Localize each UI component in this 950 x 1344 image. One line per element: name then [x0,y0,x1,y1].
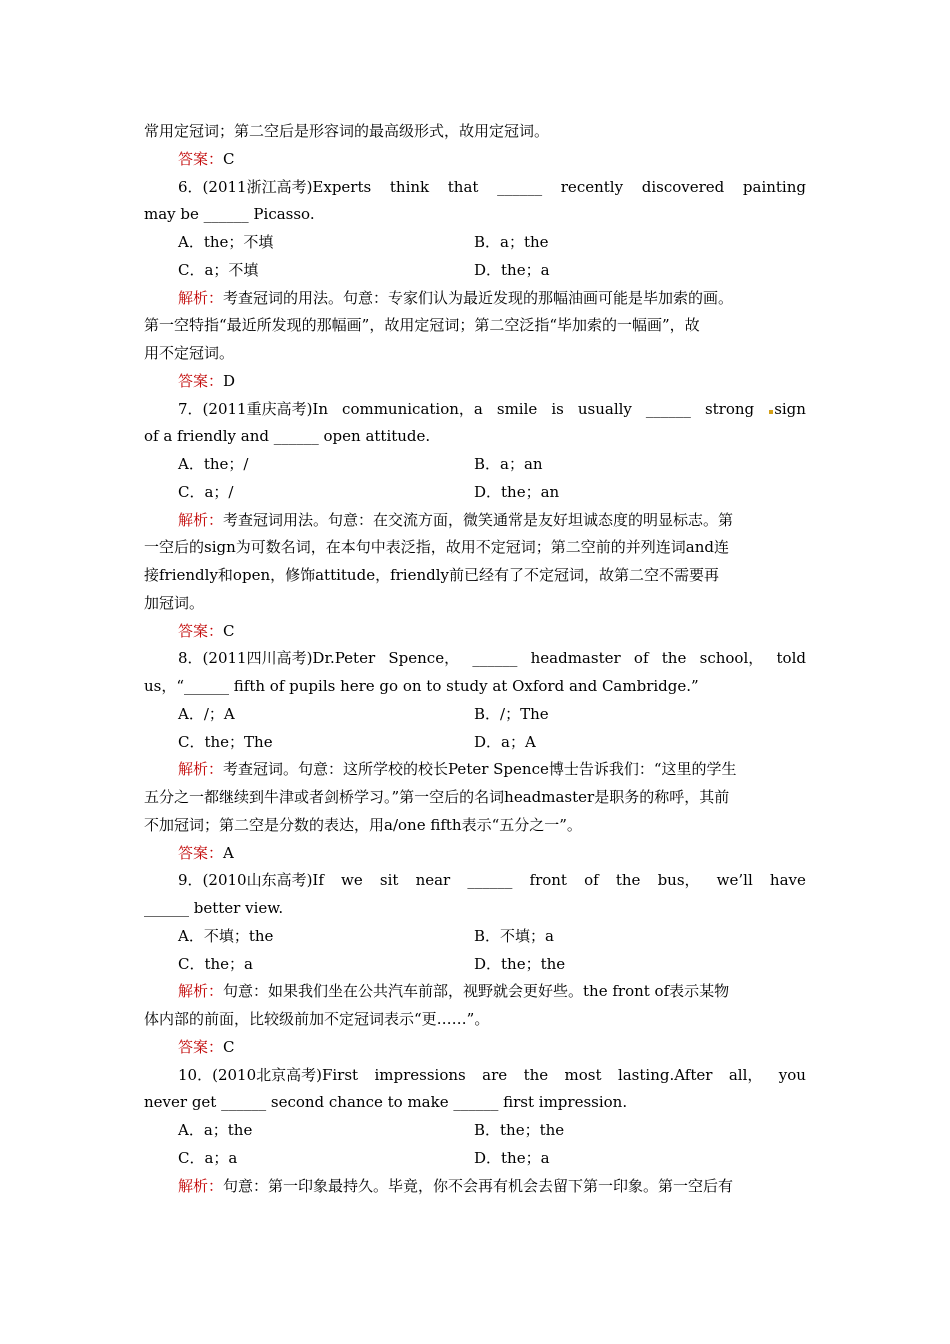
q8-answer [144,840,806,868]
q7-answer [144,618,806,646]
word: usually [577,399,632,418]
option-c: C．a；/ [178,482,234,501]
q10-options-row1 [144,1117,806,1145]
analysis-text: 考查冠词。句意：这所学校的校长Peter Spence博士告诉我们：“这里的学生 [223,760,737,779]
word: school， [699,649,764,668]
q6-analysis-line1 [144,285,806,313]
q8-analysis-line3: 不加冠词；第二空是分数的表达，用a/one fifth表示“五分之一”。 [144,815,582,834]
word: Spence， [388,649,460,668]
q6-analysis-line3: 用不定冠词。 [144,344,235,362]
option-a: A．a；the [178,1121,253,1139]
word: you [778,1065,806,1084]
word-with-mark [768,396,806,424]
q6-stem-line1 [144,174,806,202]
answer-value: A [223,843,234,862]
word: sign [774,399,806,418]
word: communication，a [342,399,483,418]
word: 10．(2010北京高考)First [178,1065,359,1084]
option-d: D．a；A [474,732,536,751]
word: sit [379,871,399,890]
option-d: D．the；a [474,260,550,279]
word: the [523,1065,549,1084]
blank: ______ [645,399,691,418]
option-b: B．不填；a [474,926,554,945]
q6-answer [144,368,806,396]
document-page [144,118,806,1200]
q10-stem-line1 [144,1062,806,1090]
answer-label: 答案： [178,843,224,862]
option-c: C．a；a [178,1148,238,1167]
q7-analysis-line4: 加冠词。 [144,593,205,612]
intro-line: 常用定冠词；第二空后是形容词的最高级形式，故用定冠词。 [144,122,550,140]
word: near [415,871,451,890]
blank: ______ [472,649,518,668]
q8-analysis-line2: 五分之一都继续到牛津或者剑桥学习。”第一空后的名词headmaster是职务的称呼，其前 [144,788,730,806]
anchor-mark-icon [769,410,773,414]
answer-label: 答案： [178,621,224,640]
q9-options-row1 [144,923,806,951]
word: the [661,649,687,668]
option-a: A．the；/ [178,455,249,473]
word: most [564,1065,602,1084]
word: that [447,177,479,196]
option-d: D．the；an [474,482,560,501]
q6-analysis-line2: 第一空特指“最近所发现的那幅画”，故用定冠词；第二空泛指“毕加索的一幅画”，故 [144,316,700,335]
answer-label: 答案： [178,1037,224,1056]
option-d: D．the；a [474,1148,550,1167]
word: we [341,871,363,890]
q8-options-row1 [144,701,806,729]
answer-value: D [223,371,236,390]
q6-options-row1 [144,229,806,257]
analysis-label: 解析： [178,510,224,529]
q7-analysis-line2: 一空后的sign为可数名词，在本句中表泛指，故用不定冠词；第二空前的并列连词and连 [144,538,729,557]
word: of [584,871,599,890]
option-b: B．a；the [474,233,549,251]
answer-label: 答案： [178,149,224,168]
q9-analysis-line1 [144,978,806,1006]
word: painting [742,177,806,196]
q5-answer [144,146,806,174]
analysis-label: 解析： [178,1176,224,1195]
word: is [551,399,564,418]
word: all， [728,1065,763,1084]
analysis-label: 解析： [178,760,224,779]
option-d: D．the；the [474,954,566,973]
option-b: B．a；an [474,455,543,473]
option-b: B．/；The [474,704,549,723]
q8-stem-line2: us，“______ fifth of pupils here go on to study at Oxford and Cambridge.” [144,677,699,695]
answer-label: 答案： [178,371,224,390]
q7-stem-line1 [144,396,806,424]
q7-options-row2 [144,479,806,507]
q9-analysis-line2: 体内部的前面，比较级前加不定冠词表示“更……”。 [144,1010,490,1028]
analysis-text: 考查冠词用法。句意：在交流方面，微笑通常是友好坦诚态度的明显标志。第 [223,510,734,529]
q7-analysis-line1 [144,507,806,535]
word: have [769,871,806,890]
q8-stem-line1 [144,645,806,673]
word: discovered [641,177,725,196]
q7-stem-line2: of a friendly and ______ open attitude. [144,427,431,446]
word: lasting.After [617,1065,713,1084]
word: think [389,177,430,196]
word: 6．(2011浙江高考)Experts [178,177,372,196]
word: 8．(2011四川高考)Dr.Peter [178,649,376,668]
word: bus， [657,871,700,890]
word: are [482,1065,508,1084]
answer-value: C [223,1037,235,1056]
q7-options-row1 [144,451,806,479]
answer-value: C [223,149,235,168]
option-c: C．the；The [178,732,273,751]
analysis-text: 句意：如果我们坐在公共汽车前部，视野就会更好些。the front of表示某物 [223,982,730,1001]
analysis-label: 解析： [178,982,224,1001]
q9-stem-line1 [144,867,806,895]
word: strong [704,399,755,418]
word: smile [496,399,538,418]
word: we’ll [716,871,753,890]
q10-stem-line2: never get ______ second chance to make ______ first impression. [144,1093,628,1112]
analysis-text: 考查冠词的用法。句意：专家们认为最近发现的那幅油画可能是毕加索的画。 [223,288,734,307]
word: front [529,871,567,890]
word: of [633,649,649,668]
answer-value: C [223,621,235,640]
q9-answer [144,1034,806,1062]
analysis-text: 句意：第一印象最持久。毕竟，你不会再有机会去留下第一印象。第一空后有 [223,1176,734,1195]
q10-options-row2 [144,1145,806,1173]
blank: ______ [467,871,513,890]
q9-options-row2 [144,951,806,979]
word: recently [560,177,624,196]
word: headmaster [530,649,621,668]
q9-stem-line2: ______ better view. [144,899,284,917]
word: the [615,871,641,890]
q10-analysis-line1 [144,1173,806,1201]
q6-stem-line2: may be ______ Picasso. [144,205,315,224]
q8-options-row2 [144,729,806,757]
word: 7．(2011重庆高考)In [178,399,329,418]
option-a: A．/；A [178,704,235,723]
option-c: C．a；不填 [178,260,259,279]
q6-options-row2 [144,257,806,285]
word: told [776,649,806,668]
blank: ______ [497,177,543,196]
option-a: A．不填；the [178,926,274,945]
q7-analysis-line3: 接friendly和open，修饰attitude，friendly前已经有了不定冠词，故第二空不需要再 [144,566,719,584]
word: impressions [374,1065,466,1084]
q8-analysis-line1 [144,756,806,784]
option-c: C．the；a [178,954,253,973]
analysis-label: 解析： [178,288,224,307]
option-b: B．the；the [474,1121,565,1139]
word: 9．(2010山东高考)If [178,871,324,890]
option-a: A．the；不填 [178,233,274,251]
